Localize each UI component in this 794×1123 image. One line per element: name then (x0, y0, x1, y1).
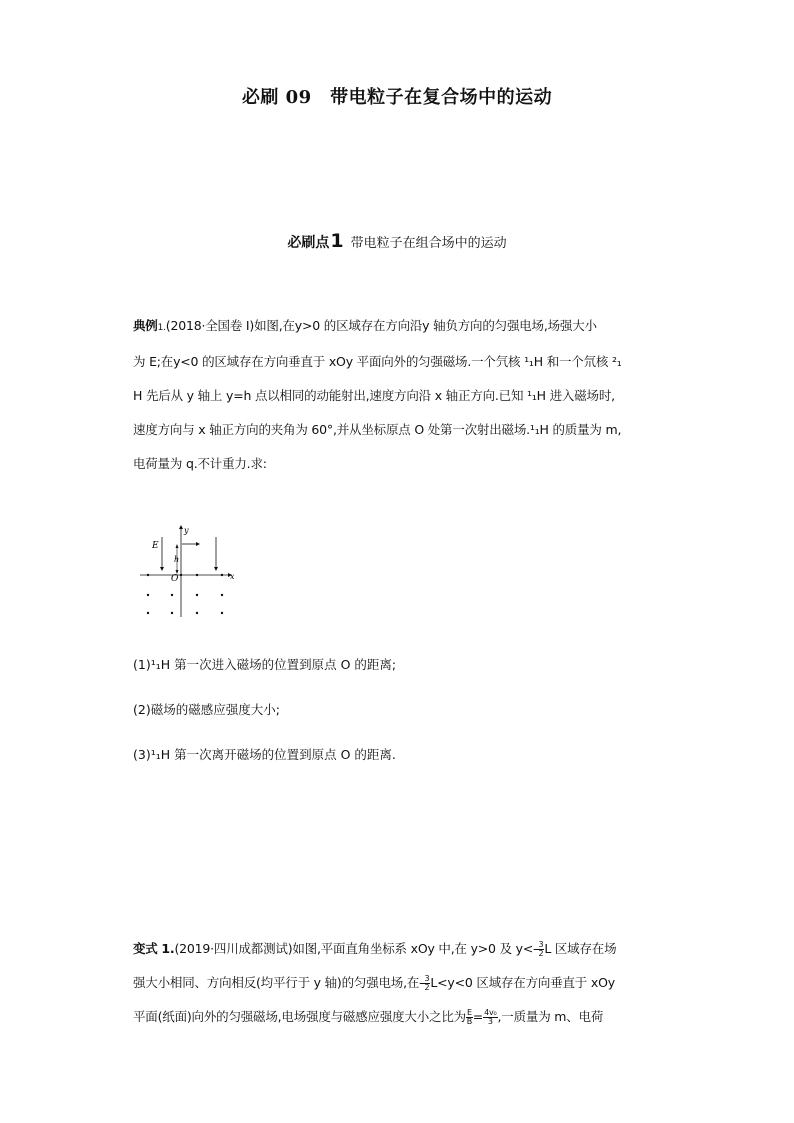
fraction (466, 1009, 473, 1026)
example-text-line: 为 E;在y<0 的区域存在方向垂直于 xOy 平面向外的匀强磁场.一个氕核 ¹₁H 和一个氘核 ²₁ (133, 354, 622, 369)
variant-line-3 (133, 1000, 665, 1034)
example-text-line: 电荷量为 q.不计重力.求: (133, 456, 267, 471)
fraction-numerator: 3 (424, 974, 430, 983)
variant-text: L 区域存在场 (544, 941, 617, 956)
velocity-arrow-head (196, 542, 200, 546)
field-dot (180, 574, 182, 576)
label-y: y (184, 526, 189, 535)
variant-line-1 (133, 932, 665, 966)
variant-text: 平面(纸面)向外的匀强磁场,电场强度与磁感应强度大小之比为 (133, 1009, 466, 1024)
fraction (483, 1009, 497, 1026)
field-arrow-head (160, 567, 164, 571)
field-dot (171, 594, 173, 596)
example-label: 典例 (133, 318, 158, 333)
variant-text: L<y<0 区域存在方向垂直于 xOy (430, 975, 615, 990)
fraction-denominator: B (466, 1017, 473, 1026)
fraction-denominator: 2 (538, 949, 544, 958)
example-number: 1. (157, 323, 166, 333)
field-dot (147, 594, 149, 596)
label-h: h (174, 555, 180, 564)
label-e: E (152, 541, 159, 551)
variant-paragraph (133, 932, 665, 1034)
point-topic: 带电粒子在组合场中的运动 (350, 236, 507, 251)
field-dot (147, 574, 149, 576)
equals-sign: = (472, 1009, 484, 1024)
fraction-numerator: E (466, 1008, 472, 1017)
question-1: (1)¹₁H 第一次进入磁场的位置到原点 O 的距离; (133, 657, 397, 672)
point-number: 1 (330, 230, 344, 252)
field-diagram-svg (140, 525, 250, 620)
variant-number: 1. (161, 941, 175, 956)
question-3: (3)¹₁H 第一次离开磁场的位置到原点 O 的距离. (133, 747, 396, 762)
section-heading (0, 230, 794, 252)
field-dot (147, 612, 149, 614)
field-dot (196, 594, 198, 596)
label-origin: O (171, 574, 179, 584)
y-axis-arrow (179, 525, 183, 529)
variant-text: ,一质量为 m、电荷 (497, 1009, 604, 1024)
field-dot (196, 574, 198, 576)
fraction-denominator: 3 (487, 1017, 493, 1026)
h-marker-head (176, 544, 179, 548)
variant-label: 变式 (133, 941, 158, 956)
field-dots (147, 574, 223, 614)
example-line (133, 309, 665, 345)
field-diagram (140, 525, 250, 620)
fraction-denominator: 2 (424, 983, 430, 992)
field-dot (221, 612, 223, 614)
field-dot (196, 612, 198, 614)
label-x: x (230, 572, 235, 581)
field-arrow-head (214, 567, 218, 571)
example-text-line: 速度方向与 x 轴正方向的夹角为 60°,并从坐标原点 O 处第一次射出磁场.¹₁H 的质量为 m, (133, 422, 622, 437)
question-2: (2)磁场的磁感应强度大小; (133, 702, 280, 717)
example-paragraph (133, 309, 665, 481)
example-text-line: (2018·全国卷 I)如图,在y>0 的区域存在方向沿y 轴负方向的匀强电场,场强大小 (165, 318, 597, 333)
field-dot (221, 594, 223, 596)
point-label: 必刷点 (287, 235, 330, 251)
page-title: 必刷 09 带电粒子在复合场中的运动 (241, 87, 553, 108)
field-dot (171, 612, 173, 614)
fraction-numerator: 4v₀ (484, 1008, 497, 1017)
example-text-line: H 先后从 y 轴上 y=h 点以相同的动能射出,速度方向沿 x 轴正方向.已知 ¹₁H 进入磁场时, (133, 388, 615, 403)
variant-text: (2019·四川成都测试)如图,平面直角坐标系 xOy 中,在 y>0 及 y<- (174, 941, 538, 956)
variant-line-2 (133, 966, 665, 1000)
fraction-numerator: 3 (538, 940, 544, 949)
field-dot (221, 574, 223, 576)
variant-text: 强大小相同、方向相反(均平行于 y 轴)的匀强电场,在- (133, 975, 424, 990)
